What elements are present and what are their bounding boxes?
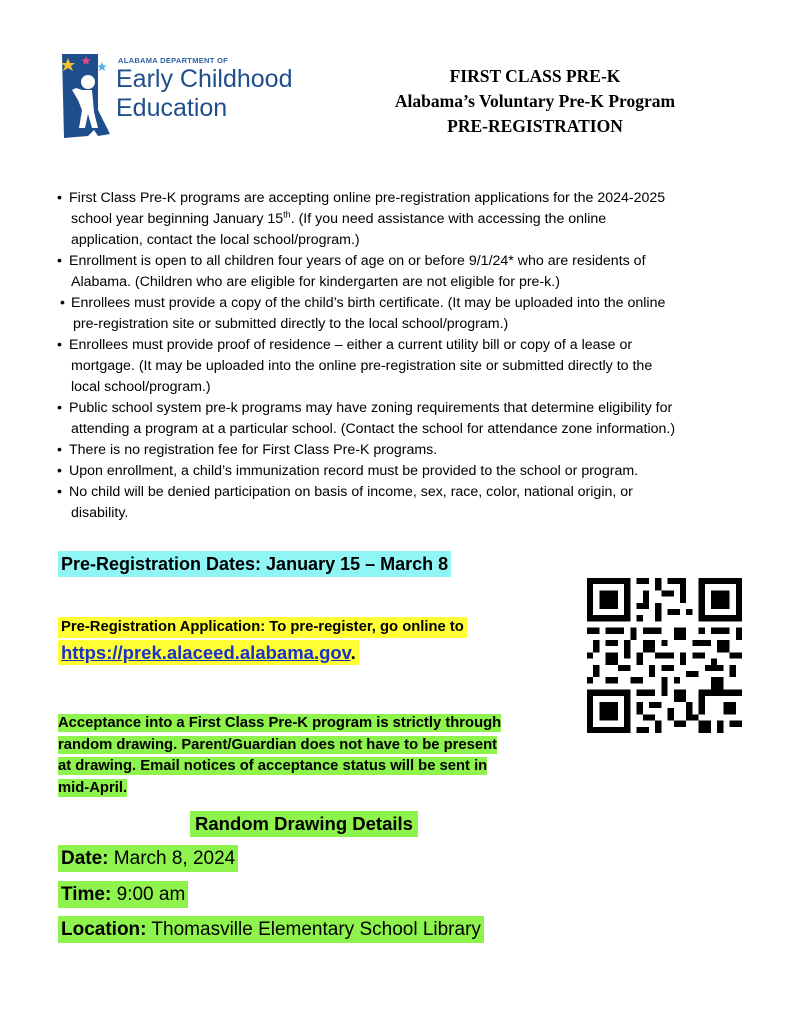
bullet-icon: • [57, 484, 62, 500]
drawing-time: Time: 9:00 am [58, 881, 188, 908]
random-drawing-title: Random Drawing Details [190, 811, 418, 837]
drawing-date: Date: March 8, 2024 [58, 845, 238, 872]
acceptance-line-4: mid-April. [58, 779, 128, 796]
drawing-location: Location: Thomasville Elementary School Library [58, 916, 484, 943]
logo-line-1: Early Childhood [116, 65, 293, 93]
application-url-line [58, 640, 359, 665]
title-line-3: PRE-REGISTRATION [447, 116, 623, 136]
acceptance-line-1: Acceptance into a First Class Pre-K program is strictly through [58, 715, 502, 731]
bullet-icon: • [57, 400, 62, 416]
bullet-icon: • [57, 190, 62, 206]
acceptance-line-3: at drawing. Email notices of acceptance status will be sent in [58, 758, 488, 774]
list-item: • First Class Pre-K programs are accepting online pre-registration applications for the 2024-2025 school year beginning January 15th. (If you need assistance with accessing the online application, contact the local school/program.) [57, 190, 666, 248]
bullet-icon: • [57, 253, 62, 269]
logo-small-text: ALABAMA DEPARTMENT OF [118, 56, 229, 65]
bullet-icon: • [57, 463, 62, 479]
acceptance-notice [58, 713, 543, 799]
logo-line-2: Education [116, 94, 228, 122]
list-item: • No child will be denied participation on basis of income, sex, race, color, national origin, or disability. [57, 484, 633, 521]
bullet-icon: • [60, 295, 65, 311]
title-line-1: FIRST CLASS PRE-K [449, 66, 621, 86]
url-period: . [350, 642, 356, 663]
list-item: • There is no registration fee for First Class Pre-K programs. [57, 440, 757, 461]
agency-logo [58, 50, 308, 142]
list-item: • Public school system pre-k programs may have zoning requirements that determine eligibility for attending a program at a particular school. (Contact the school for attendance zone information.) [57, 400, 676, 437]
qr-code-icon[interactable] [587, 578, 742, 733]
title-line-2: Alabama’s Voluntary Pre-K Program [394, 91, 676, 111]
list-item: • Enrollees must provide proof of residence – either a current utility bill or copy of a lease or mortgage. (It may be uploaded into the online pre-registration site or submitted directly to the local school/program.) [57, 337, 653, 395]
page-title [340, 64, 730, 139]
acceptance-line-2: random drawing. Parent/Guardian does not have to be present [58, 736, 498, 753]
pre-registration-dates: Pre-Registration Dates: January 15 – March 8 [58, 551, 451, 577]
bullet-icon: • [57, 442, 62, 458]
bullet-icon: • [57, 337, 62, 353]
application-label: Pre-Registration Application: To pre-register, go online to [58, 617, 467, 638]
info-bullet-list [57, 188, 757, 524]
alabama-child-logo-icon [58, 50, 114, 142]
registration-link[interactable]: https://prek.alaceed.alabama.gov [61, 642, 351, 663]
list-item: • Upon enrollment, a child’s immunization record must be provided to the school or program. [57, 461, 757, 482]
list-item: • Enrollees must provide a copy of the child’s birth certificate. (It may be uploaded into the online pre-registration site or submitted directly to the local school/program.) [60, 295, 666, 332]
list-item: • Enrollment is open to all children four years of age on or before 9/1/24* who are residents of Alabama. (Children who are eligible for kindergarten are not eligible for pre-k.) [57, 253, 646, 290]
